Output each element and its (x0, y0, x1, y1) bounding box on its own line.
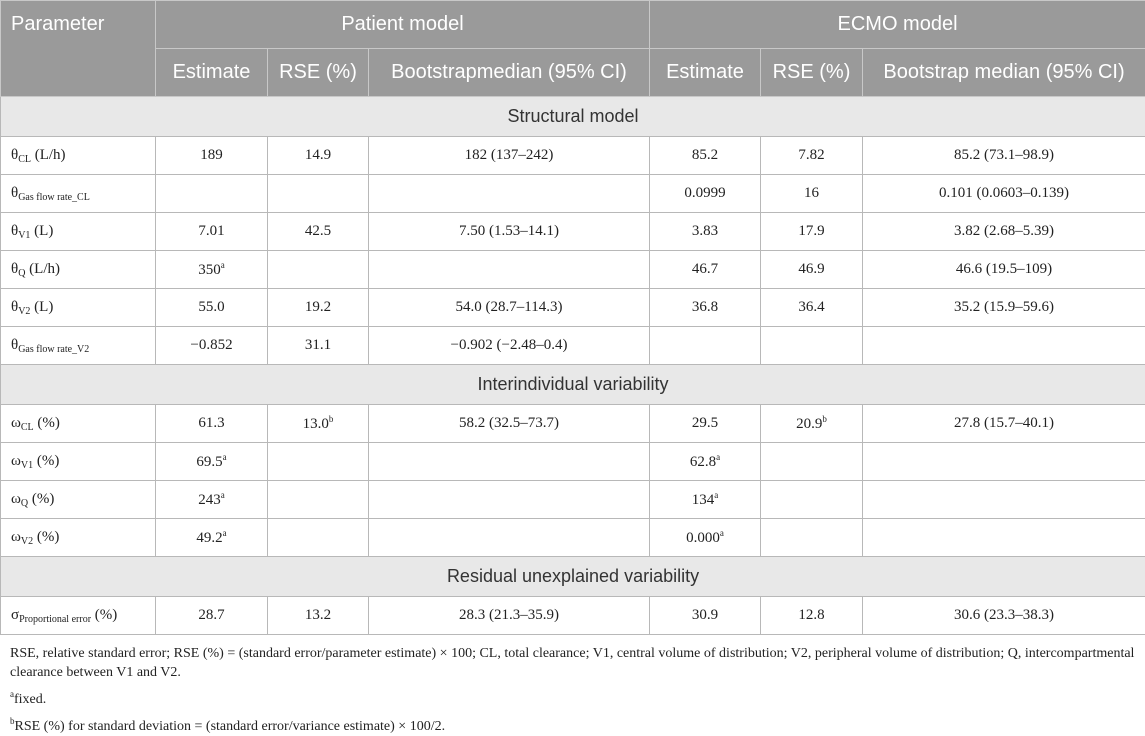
parameter-subscript: V1 (21, 460, 33, 471)
parameter-symbol: σ (11, 607, 19, 623)
parameter-symbol: ω (11, 453, 21, 469)
cell-value: 13.2 (305, 607, 331, 623)
cell-value: 0.000 (686, 530, 720, 546)
table-footnotes (0, 635, 1145, 736)
table-row (1, 289, 1145, 327)
cell-value: 46.9 (798, 261, 824, 277)
footnote-marker: b (822, 414, 827, 424)
section-title: Residual unexplained variability (1, 557, 1145, 597)
cell-value: 7.82 (798, 147, 824, 163)
cell-value: 69.5 (196, 454, 222, 470)
table-row (1, 251, 1145, 289)
cell-value: 28.7 (198, 607, 224, 623)
parameter-unit: (L/h) (31, 147, 66, 163)
footnote-marker: a (221, 490, 225, 500)
parameter-unit: (L) (30, 223, 53, 239)
parameter-symbol: θ (11, 261, 18, 277)
cell-ecmo-rse (761, 443, 863, 481)
cell-value: 0.0999 (684, 185, 725, 201)
parameter-name (1, 137, 156, 175)
cell-ecmo-estimate (650, 175, 761, 213)
section-title: Structural model (1, 97, 1145, 137)
cell-value: 46.6 (19.5–109) (956, 261, 1052, 277)
cell-value: 13.0 (303, 416, 329, 432)
parameter-name (1, 289, 156, 327)
cell-patient-rse (268, 213, 369, 251)
header-patient-estimate: Estimate (156, 49, 268, 97)
cell-patient-rse (268, 519, 369, 557)
cell-value: 17.9 (798, 223, 824, 239)
footnote-b-text: RSE (%) for standard deviation = (standard error/variance estimate) × 100/2. (15, 719, 446, 734)
cell-patient-bootstrap (369, 405, 650, 443)
footnote-a-text: fixed. (14, 692, 46, 707)
header-ecmo-rse: RSE (%) (761, 49, 863, 97)
cell-value: 30.6 (23.3–38.3) (954, 607, 1054, 623)
header-patient-rse: RSE (%) (268, 49, 369, 97)
cell-ecmo-rse (761, 405, 863, 443)
cell-ecmo-rse (761, 213, 863, 251)
cell-patient-bootstrap (369, 213, 650, 251)
cell-value: 49.2 (196, 530, 222, 546)
cell-patient-estimate (156, 175, 268, 213)
parameter-symbol: ω (11, 491, 21, 507)
cell-value: 14.9 (305, 147, 331, 163)
parameter-unit: (%) (33, 529, 59, 545)
cell-value: 12.8 (798, 607, 824, 623)
cell-ecmo-bootstrap (863, 405, 1145, 443)
cell-value: 243 (198, 492, 221, 508)
parameter-subscript: V1 (18, 230, 30, 241)
table-row (1, 327, 1145, 365)
parameter-symbol: θ (11, 337, 18, 353)
footnote-marker: a (223, 452, 227, 462)
cell-value: 62.8 (690, 454, 716, 470)
header-patient-bootstrap: Bootstrapmedian (95% CI) (369, 49, 650, 97)
cell-value: 27.8 (15.7–40.1) (954, 415, 1054, 431)
cell-value: 16 (804, 185, 819, 201)
cell-patient-rse (268, 443, 369, 481)
parameter-subscript: Q (18, 268, 25, 279)
cell-patient-rse (268, 327, 369, 365)
cell-value: 42.5 (305, 223, 331, 239)
cell-ecmo-estimate (650, 405, 761, 443)
cell-value: 35.2 (15.9–59.6) (954, 299, 1054, 315)
cell-value: 61.3 (198, 415, 224, 431)
table-body (1, 97, 1145, 635)
cell-ecmo-bootstrap (863, 481, 1145, 519)
table-header (1, 1, 1145, 97)
parameter-subscript: Q (21, 498, 28, 509)
cell-patient-estimate (156, 327, 268, 365)
parameter-name (1, 519, 156, 557)
cell-value: 31.1 (305, 337, 331, 353)
cell-value: 36.4 (798, 299, 824, 315)
parameter-unit: (L/h) (25, 261, 60, 277)
cell-patient-estimate (156, 405, 268, 443)
header-ecmo-model: ECMO model (650, 1, 1145, 49)
cell-ecmo-rse (761, 481, 863, 519)
footnote-a (10, 685, 1135, 709)
cell-ecmo-rse (761, 519, 863, 557)
cell-patient-rse (268, 405, 369, 443)
cell-ecmo-rse (761, 137, 863, 175)
footnote-a-mark: a (10, 689, 14, 699)
cell-ecmo-estimate (650, 327, 761, 365)
header-ecmo-bootstrap: Bootstrap median (95% CI) (863, 49, 1145, 97)
cell-patient-bootstrap (369, 519, 650, 557)
section-title: Interindividual variability (1, 365, 1145, 405)
table-row (1, 137, 1145, 175)
cell-value: 19.2 (305, 299, 331, 315)
header-ecmo-estimate: Estimate (650, 49, 761, 97)
parameter-subscript: V2 (18, 306, 30, 317)
cell-patient-bootstrap (369, 443, 650, 481)
cell-value: 46.7 (692, 261, 718, 277)
cell-patient-estimate (156, 137, 268, 175)
cell-value: −0.852 (190, 337, 232, 353)
parameter-subscript: Gas flow rate_V2 (18, 344, 89, 355)
cell-value: −0.902 (−2.48–0.4) (451, 337, 568, 353)
header-patient-model: Patient model (156, 1, 650, 49)
cell-value: 182 (137–242) (465, 147, 554, 163)
parameter-symbol: θ (11, 147, 18, 163)
cell-ecmo-bootstrap (863, 443, 1145, 481)
cell-value: 350 (198, 262, 221, 278)
cell-ecmo-bootstrap (863, 519, 1145, 557)
cell-ecmo-estimate (650, 289, 761, 327)
cell-value: 134 (692, 492, 715, 508)
cell-patient-bootstrap (369, 481, 650, 519)
table-row (1, 405, 1145, 443)
cell-patient-bootstrap (369, 251, 650, 289)
cell-ecmo-rse (761, 289, 863, 327)
parameter-name (1, 327, 156, 365)
table-row (1, 519, 1145, 557)
cell-ecmo-estimate (650, 519, 761, 557)
cell-ecmo-bootstrap (863, 213, 1145, 251)
cell-value: 29.5 (692, 415, 718, 431)
cell-ecmo-rse (761, 251, 863, 289)
cell-value: 189 (200, 147, 223, 163)
cell-ecmo-bootstrap (863, 175, 1145, 213)
parameter-subscript: Gas flow rate_CL (18, 192, 90, 203)
cell-value: 30.9 (692, 607, 718, 623)
cell-ecmo-rse (761, 327, 863, 365)
cell-patient-estimate (156, 289, 268, 327)
cell-value: 85.2 (692, 147, 718, 163)
parameter-subscript: V2 (21, 536, 33, 547)
table-row (1, 597, 1145, 635)
cell-ecmo-estimate (650, 443, 761, 481)
cell-value: 7.01 (198, 223, 224, 239)
cell-ecmo-estimate (650, 597, 761, 635)
parameter-subscript: CL (18, 154, 31, 165)
parameter-name (1, 481, 156, 519)
cell-patient-estimate (156, 481, 268, 519)
cell-patient-estimate (156, 597, 268, 635)
parameter-subscript: Proportional error (19, 614, 91, 625)
section-row (1, 97, 1145, 137)
cell-patient-estimate (156, 251, 268, 289)
parameter-unit: (%) (34, 415, 60, 431)
cell-value: 54.0 (28.7–114.3) (456, 299, 563, 315)
table-row (1, 175, 1145, 213)
parameter-unit: (%) (28, 491, 54, 507)
cell-patient-estimate (156, 213, 268, 251)
table-row (1, 481, 1145, 519)
footnote-marker: a (716, 452, 720, 462)
parameter-symbol: θ (11, 185, 18, 201)
cell-value: 0.101 (0.0603–0.139) (939, 185, 1069, 201)
cell-ecmo-rse (761, 597, 863, 635)
parameter-name (1, 597, 156, 635)
cell-ecmo-bootstrap (863, 289, 1145, 327)
parameter-symbol: ω (11, 415, 21, 431)
cell-value: 58.2 (32.5–73.7) (459, 415, 559, 431)
table-row (1, 443, 1145, 481)
parameter-symbol: θ (11, 223, 18, 239)
cell-value: 28.3 (21.3–35.9) (459, 607, 559, 623)
parameter-name (1, 443, 156, 481)
cell-ecmo-estimate (650, 137, 761, 175)
cell-ecmo-bootstrap (863, 597, 1145, 635)
footnote-marker: a (221, 260, 225, 270)
parameter-name (1, 251, 156, 289)
cell-patient-estimate (156, 519, 268, 557)
cell-ecmo-rse (761, 175, 863, 213)
parameter-unit: (%) (91, 607, 117, 623)
footnote-marker: a (720, 528, 724, 538)
cell-ecmo-estimate (650, 213, 761, 251)
parameter-name (1, 213, 156, 251)
footnote-marker: b (329, 414, 334, 424)
cell-value: 55.0 (198, 299, 224, 315)
cell-ecmo-estimate (650, 481, 761, 519)
section-row (1, 365, 1145, 405)
cell-value: 36.8 (692, 299, 718, 315)
parameter-symbol: ω (11, 529, 21, 545)
footnote-abbreviations: RSE, relative standard error; RSE (%) = (standard error/parameter estimate) × 100; CL, total clearance; V1, central volume of distribution; V2, peripheral volume of distribution; Q, intercompartmental clearance between V1 and V2. (10, 644, 1135, 682)
cell-patient-bootstrap (369, 597, 650, 635)
cell-patient-rse (268, 137, 369, 175)
cell-ecmo-estimate (650, 251, 761, 289)
parameter-unit: (L) (30, 299, 53, 315)
cell-patient-estimate (156, 443, 268, 481)
cell-value: 85.2 (73.1–98.9) (954, 147, 1054, 163)
cell-patient-rse (268, 289, 369, 327)
cell-patient-bootstrap (369, 289, 650, 327)
parameter-name (1, 405, 156, 443)
cell-patient-rse (268, 597, 369, 635)
cell-ecmo-bootstrap (863, 137, 1145, 175)
cell-patient-bootstrap (369, 137, 650, 175)
footnote-marker: a (223, 528, 227, 538)
cell-patient-bootstrap (369, 175, 650, 213)
cell-patient-rse (268, 175, 369, 213)
cell-ecmo-bootstrap (863, 327, 1145, 365)
parameter-symbol: θ (11, 299, 18, 315)
cell-value: 7.50 (1.53–14.1) (459, 223, 559, 239)
footnote-marker: a (714, 490, 718, 500)
cell-ecmo-bootstrap (863, 251, 1145, 289)
parameter-subscript: CL (21, 422, 34, 433)
footnote-b-mark: b (10, 716, 15, 726)
cell-patient-rse (268, 481, 369, 519)
header-parameter: Parameter (1, 1, 156, 97)
cell-patient-bootstrap (369, 327, 650, 365)
cell-value: 3.82 (2.68–5.39) (954, 223, 1054, 239)
table-row (1, 213, 1145, 251)
parameter-unit: (%) (33, 453, 59, 469)
parameter-name (1, 175, 156, 213)
cell-value: 3.83 (692, 223, 718, 239)
section-row (1, 557, 1145, 597)
cell-patient-rse (268, 251, 369, 289)
cell-value: 20.9 (796, 416, 822, 432)
footnote-b (10, 712, 1135, 736)
